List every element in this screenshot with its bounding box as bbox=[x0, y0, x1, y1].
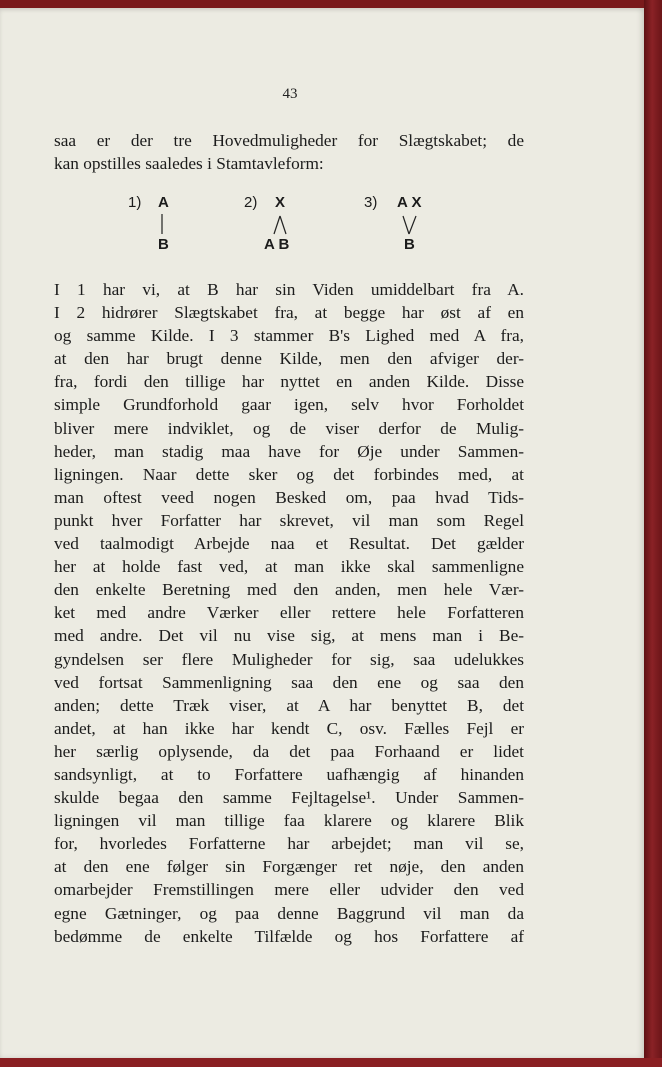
text-line: ved taalmodigt Arbejde naa et Resultat. Det gælder bbox=[54, 534, 524, 554]
text-line: punkt hver Forfatter har skrevet, vil man som Regel bbox=[54, 510, 524, 530]
stemma-1-label: 1) bbox=[128, 194, 142, 211]
text-line: ved fortsat Sammenligning saa den ene og saa den bbox=[54, 672, 524, 692]
text-line: egne Gætninger, og paa denne Baggrund vil man da bbox=[54, 903, 524, 923]
stemma-2-branch-lines bbox=[273, 214, 293, 238]
stemma-2-top-node: X bbox=[275, 194, 286, 211]
text-line: bedømme de enkelte Tilfælde og hos Forfattere af bbox=[54, 926, 524, 946]
text-line: og samme Kilde. I 3 stammer B's Lighed med A fra, bbox=[54, 326, 524, 346]
body-paragraph bbox=[54, 278, 524, 948]
text-line: man oftest veed nogen Besked om, paa hvad Tids- bbox=[54, 487, 524, 507]
text-line: ligningen vil man tillige faa klarere og klarere Blik bbox=[54, 811, 524, 831]
book-page bbox=[0, 8, 644, 1058]
text-line: saa er der tre Hovedmuligheder for Slægtskabet; de bbox=[54, 131, 524, 150]
text-line: for, hvorledes Forfatterne har arbejdet; man vil se, bbox=[54, 834, 524, 854]
stemma-3-bottom-node: B bbox=[404, 236, 415, 253]
text-line: sandsynligt, at to Forfattere uafhængig af hinanden bbox=[54, 764, 524, 784]
book-spine bbox=[644, 0, 662, 1067]
stemma-1-top-node: A bbox=[158, 194, 169, 211]
text-line: I 2 hidrører Slægtskabet fra, at begge har øst af en bbox=[54, 303, 524, 323]
text-line: I 1 har vi, at B har sin Viden umiddelbart fra A. bbox=[54, 280, 524, 299]
intro-paragraph bbox=[54, 129, 524, 175]
text-line: ligningen. Naar dette sker og det forbindes med, at bbox=[54, 464, 524, 484]
text-line: kan opstilles saaledes i Stamtavleform: bbox=[54, 154, 324, 174]
text-line: med andre. Det vil nu vise sig, at mens man i Be- bbox=[54, 626, 524, 646]
stemma-3-merge-lines bbox=[401, 214, 425, 238]
stemma-3-top-nodes: A X bbox=[397, 194, 422, 211]
text-line: at den har brugt denne Kilde, men den afviger der- bbox=[54, 349, 524, 369]
page-number: 43 bbox=[282, 86, 298, 102]
stemma-1-line bbox=[158, 214, 168, 238]
text-line: skulde begaa den samme Fejltagelse¹. Under Sammen- bbox=[54, 788, 524, 808]
text-line: fra, fordi den tillige har nyttet en anden Kilde. Disse bbox=[54, 372, 524, 392]
text-line: den enkelte Beretning med den anden, men hele Vær- bbox=[54, 580, 524, 600]
stemma-2-bottom-nodes: A B bbox=[264, 236, 290, 253]
text-line: andet, at han ikke har kendt C, osv. Fælles Fejl er bbox=[54, 718, 524, 738]
stemma-diagrams bbox=[0, 194, 600, 264]
text-line: her at holde fast ved, at man ikke skal sammenligne bbox=[54, 557, 524, 577]
text-line: gyndelsen ser flere Muligheder for sig, saa udelukkes bbox=[54, 649, 524, 669]
text-line: simple Grundforhold gaar igen, selv hvor Forholdet bbox=[54, 395, 524, 415]
page-bottom-edge bbox=[0, 1058, 662, 1067]
stemma-3-label: 3) bbox=[364, 194, 378, 211]
text-line: anden; dette Træk viser, at A har benyttet B, det bbox=[54, 695, 524, 715]
text-line: ket med andre Værker eller rettere hele Forfatteren bbox=[54, 603, 524, 623]
text-line: heder, man stadig maa have for Øje under Sammen- bbox=[54, 441, 524, 461]
stemma-2-label: 2) bbox=[244, 194, 258, 211]
text-line: omarbejder Fremstillingen mere eller udvider den ved bbox=[54, 880, 524, 900]
text-line: bliver mere indviklet, og de viser derfor de Mulig- bbox=[54, 418, 524, 438]
text-line: at den ene følger sin Forgænger ret nøje, den anden bbox=[54, 857, 524, 877]
text-line: her særlig oplysende, da det paa Forhaand er lidet bbox=[54, 741, 524, 761]
stemma-1-bottom-node: B bbox=[158, 236, 169, 253]
